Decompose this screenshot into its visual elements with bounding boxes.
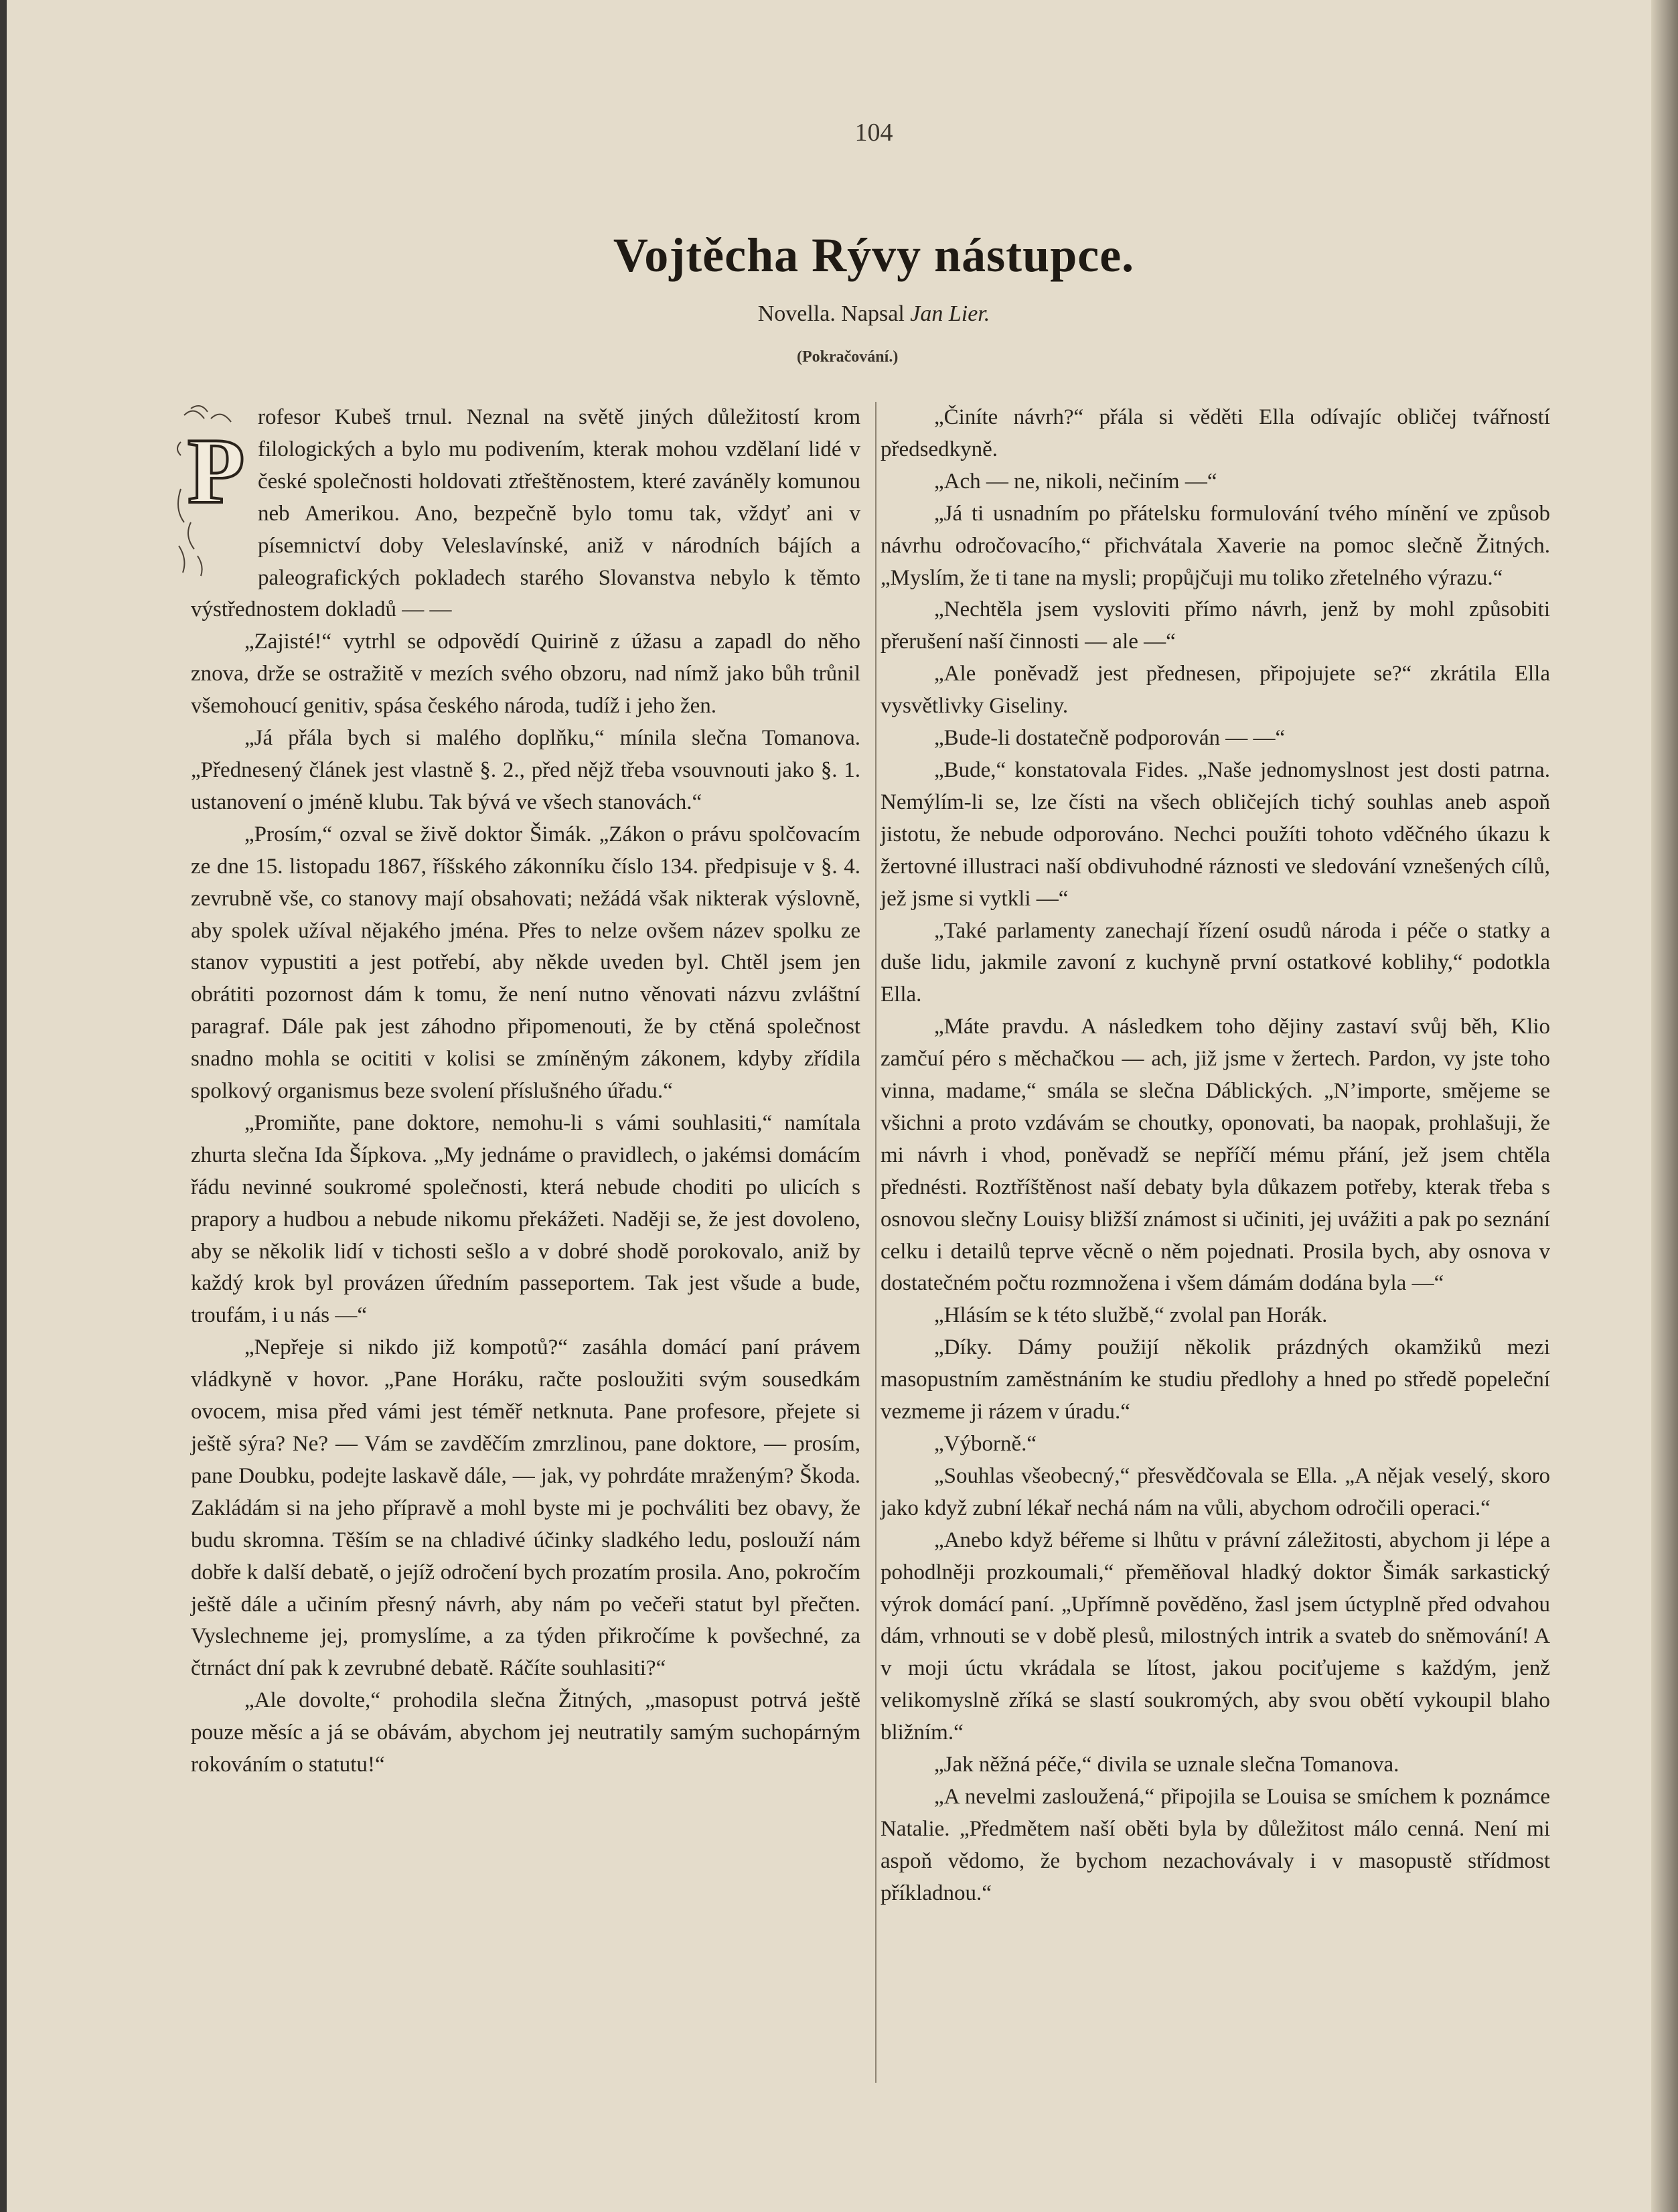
column-divider bbox=[875, 402, 876, 2083]
paragraph: „A nevelmi zasloužená,“ připojila se Louisa se smíchem k poznámce Natalie. „Předmětem naší oběti byla by důležitost málo cenná. Není mi aspoň vědomo, že bychom nezachovávaly i v masopustě střídmost příkladnou.“ bbox=[881, 1784, 1550, 1905]
paragraph: „Ach — ne, nikoli, nečiním —“ bbox=[934, 469, 1217, 494]
paragraph: „Také parlamenty zanechají řízení osudů národa i péče o statky a duše lidu, jakmile zavoní z kuchyně první ostatkové koblihy,“ podotkla Ella. bbox=[881, 918, 1550, 1007]
paragraph: „Jak něžná péče,“ divila se uznale slečna Tomanova. bbox=[934, 1753, 1399, 1777]
article-title: Vojtěcha Rývy nástupce. bbox=[613, 228, 1135, 282]
paragraph: „Díky. Dámy použijí několik prázdných okamžiků mezi masopustním zaměstnáním ke studiu předlohy a hned po středě popeleční vezmeme ji rázem v úradu.“ bbox=[881, 1335, 1550, 1424]
paragraph: „Zajisté!“ vytrhl se odpovědí Quirině z úžasu a zapadl do něho znova, drže se ostražitě v mezích svého obzoru, nad nímž jako bůh trůnil všemohoucí genitiv, spása českého národa, tudíž i jeho žen. bbox=[191, 630, 860, 719]
right-column bbox=[881, 402, 1550, 1910]
paragraph: „Já přála bych si malého doplňku,“ mínila slečna Tomanova. „Přednesený článek jest vlastně §. 2., před nějž třeba vsouvnouti jako §. 1. ustanovení o jméně klubu. Tak bývá ve všech stanovách.“ bbox=[191, 726, 860, 814]
author-name: Jan Lier. bbox=[910, 301, 990, 326]
dropcap-letter: P bbox=[187, 419, 245, 523]
paragraph: „Ale dovolte,“ prohodila slečna Žitných, „masopust potrvá ještě pouze měsíc a já se obávám, abychom jej neutratily samým suchopárným rokováním o statutu!“ bbox=[191, 1688, 860, 1777]
paragraph: „Činíte návrh?“ přála si věděti Ella odívajíc obličej tvářností předsedkyně. bbox=[881, 405, 1550, 461]
paragraph: „Nepřeje si nikdo již kompotů?“ zasáhla domácí paní právem vládkyně v hovor. „Pane Horáku, račte posloužiti svým sousedkám ovocem, misa před vámi jest téměř netknuta. Pane profesore, přejete si ještě sýra? Ne? — Vám se zavděčím zmrzlinou, pane doktore, — prosím, pane Doubku, podejte laskavě dále, — jak, vy pohrdáte mraženým? Škoda. Zakládám si na jeho přípravě a mohl byste mi je pochváliti bez obavy, že budu skromna. Těším se na chladivé účinky sladkého ledu, poslouží nám dobře k další debatě, o jejíž odročení bych prozatím prosila. Ano, pokročím ještě dále a učiním přesný návrh, aby nám po večeři statut byl přečten. Vyslechneme jej, promyslíme, a za týden přikročíme k povšechné, za čtrnáct dní pak k zevrubné debatě. Ráčíte souhlasiti?“ bbox=[191, 1335, 860, 1681]
paragraph: „Souhlas všeobecný,“ přesvědčovala se Ella. „A nějak veselý, skoro jako když zubní lékař nechá nám na vůli, abychom odročili operaci.“ bbox=[881, 1463, 1550, 1520]
decorative-initial-icon bbox=[171, 402, 251, 563]
continuation-note: (Pokračování.) bbox=[797, 348, 899, 366]
paragraph bbox=[187, 402, 860, 626]
paragraph: „Promiňte, pane doktore, nemohu-li s vámi souhlasiti,“ namítala zhurta slečna Ida Šípkova. „My jednáme o pravidlech, o jakémsi domácím řádu nevinné soukromé společnosti, která nebude choditi po ulicích s prapory a hudbou a nebude nikomu překážeti. Naději se, že jest dovoleno, aby se několik lidí v tichosti sešlo a v dobré shodě porokovalo, aniž by každý krok byl provázen úředním passeportem. Tak jest všude a bude, troufám, i u nás —“ bbox=[191, 1110, 860, 1328]
paragraph: „Bude,“ konstatovala Fides. „Naše jednomyslnost jest dosti patrna. Nemýlím-li se, lze čísti na všech obličejích tichý souhlas aneb aspoň jistotu, že nebude odporováno. Nechci použíti tohoto vděčného úkazu k žertovné illustraci naší obdivuhodné ráznosti ve sledování vznešených cílů, jež jsme si vytkli —“ bbox=[881, 757, 1550, 911]
paragraph: „Výborně.“ bbox=[934, 1432, 1037, 1456]
paragraph: „Prosím,“ ozval se živě doktor Šimák. „Zákon o právu spolčovacím ze dne 15. listopadu 1867, říšského zákonníku číslo 134. předpisuje v §. 4. zevrubně vše, co stanovy mají obsahovati; nežádá však nikterak výslovně, aby spolek užíval nějakého jména. Přes to nelze ovšem název spolku ze stanov vypustiti a jest potřebí, aby někde uveden byl. Chtěl jsem jen obrátiti pozornost dám k tomu, že není nutno věnovati názvu zvláštní paragraf. Dále pak jest záhodno připomenouti, že by ctěná společnost snadno mohla se ocititi v kolisi se zmíněným zákonem, kdyby zřídila spolkový organismus beze svolení příslušného úřadu.“ bbox=[191, 822, 860, 1104]
paragraph: „Nechtěla jsem vysloviti přímo návrh, jenž by mohl způsobiti přerušení naší činnosti — ale —“ bbox=[881, 597, 1550, 654]
paragraph: „Máte pravdu. A následkem toho dějiny zastaví svůj běh, Klio zamčuí péro s měchačkou — ach, již jsme v žertech. Pardon, vy jste toho vinna, madame,“ smála se slečna Dáblických. „N’importe, smějeme se všichni a proto vzdávám se choutky, oponovati, ba naopak, prohlašuji, že mi návrh i vhod, poněvadž se nepříčí mému přání, jež jsem chtěla přednésti. Roztříštěnost naší debaty byla důkazem potřeby, kterak třeba s osnovou slečny Louisy bližší známost si učiniti, jej uvážiti a pak po seznání celku i detailů teprve věcně o něm pojednati. Prosila bych, aby osnova v dostatečném počtu rozmnožena i všem dámám dodána byla —“ bbox=[881, 1015, 1550, 1296]
page-number: 104 bbox=[854, 119, 893, 147]
paragraph: „Bude-li dostatečně podporován — —“ bbox=[934, 726, 1286, 751]
paragraph-text: rofesor Kubeš trnul. Neznal na světě jiných důležitostí krom filologických a bylo mu podivením, kterak mohou vzdělaní lidé v české společnosti holdovati ztřeštěnostem, které zaváněly komunou neb Amerikou. Ano, bezpečně bylo tomu tak, vždyť ani v písemnictví doby Veleslavínské, aniž v národních bájích a paleografických pokladech starého Slovanstva nebylo k těmto výstřednostem dokladů — — bbox=[191, 405, 860, 622]
page-edge-shadow bbox=[1651, 0, 1678, 2212]
left-column bbox=[187, 402, 860, 1781]
paragraph: „Anebo když béřeme si lhůtu v právní záležitosti, abychom ji lépe a pohodlněji prozkoumali,“ přeměňoval hladký doktor Šimák sarkastický výrok domácí paní. „Upřímně pověděno, žasl jsem úctyplně před odvahou dám, vrhnouti se v době plesů, milostných intrik a svateb do sněmování! A v moji úctu vkrádala se lítost, jakou pociťujeme s každým, jenž velikomyslně zříká se slastí soukromých, aby svou obětí vykoupil blaho bližním.“ bbox=[881, 1528, 1550, 1745]
paragraph: „Hlásím se k této službě,“ zvolal pan Horák. bbox=[934, 1303, 1328, 1328]
article-subtitle bbox=[7, 301, 1678, 327]
subtitle-prefix: Novella. Napsal bbox=[757, 301, 905, 326]
paragraph: „Já ti usnadním po přátelsku formulování tvého mínění ve způsob návrhu odročovacího,“ přichvátala Xaverie na pomoc slečně Žitných. „Myslím, že ti tane na mysli; propůjčuji mu toliko zřetelného výrazu.“ bbox=[881, 501, 1550, 590]
paragraph: „Ale poněvadž jest přednesen, připojujete se?“ zkrátila Ella vysvětlivky Giseliny. bbox=[881, 662, 1550, 719]
book-page bbox=[7, 0, 1658, 2212]
